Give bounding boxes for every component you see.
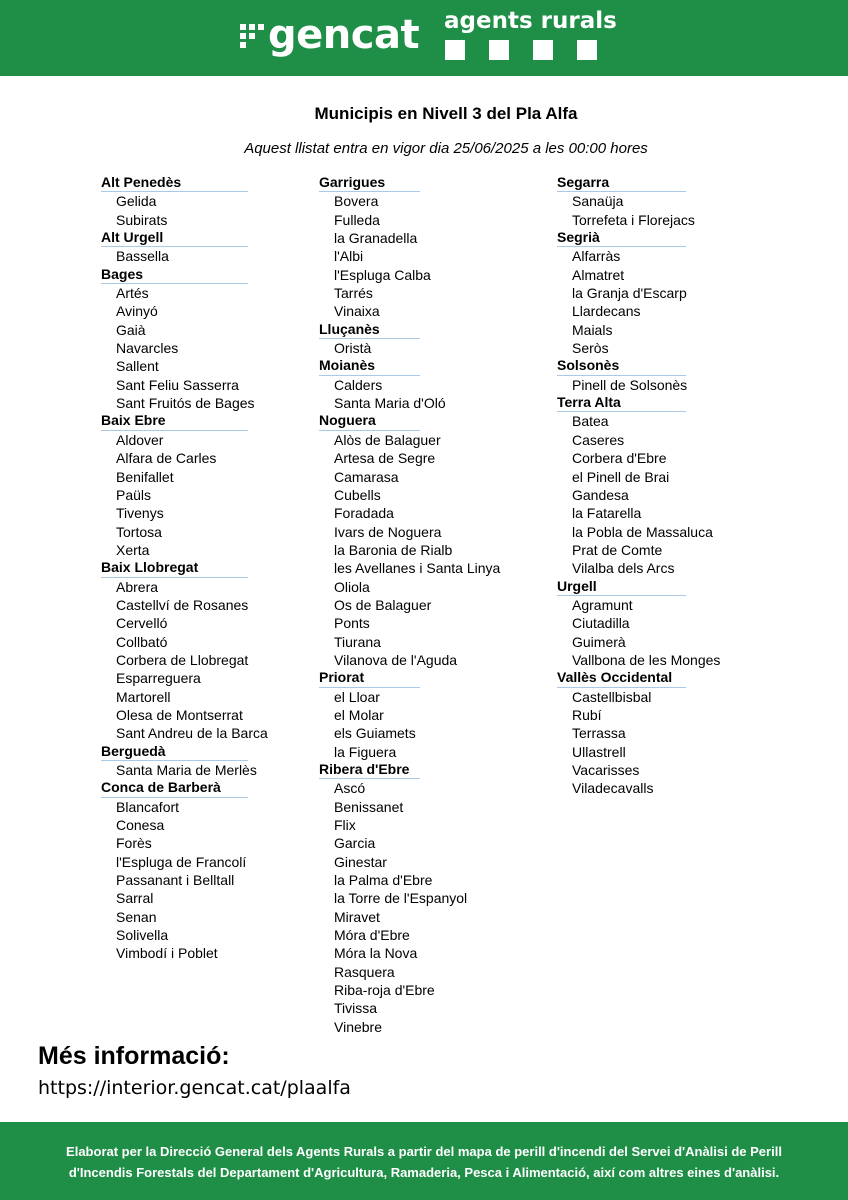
municipality-item: Bovera [334,193,379,210]
municipality-item: Móra la Nova [334,945,418,962]
region-heading: Alt Penedès [101,174,248,192]
municipality-item: Corbera de Llobregat [116,651,249,668]
municipality-item: Pinell de Solsonès [572,376,688,393]
municipality-item: les Avellanes i Santa Linya [334,560,501,577]
municipality-item: Camarasa [334,468,399,485]
municipality-item: Vacarisses [572,762,640,778]
municipality-item: Seròs [572,340,609,357]
municipality-item: Ascó [334,780,366,797]
municipality-item: Tarrés [334,285,373,302]
municipality-item: la Fatarella [572,505,642,522]
region-heading: Garrigues [319,174,420,192]
municipality-item: Oliola [334,578,370,595]
municipality-item: Abrera [116,578,159,595]
municipality-item: Esparreguera [116,670,201,687]
region-heading: Baix Ebre [101,412,248,430]
municipality-item: la Figuera [334,743,397,760]
municipality-item: Corbera d'Ebre [572,450,667,467]
municipality-item: la Granadella [334,230,418,247]
municipality-item: Rasquera [334,963,395,980]
municipality-item: Vilanova de l'Aguda [334,651,458,668]
document-title: Municipis en Nivell 3 del Pla Alfa [314,104,578,123]
column-1 [101,174,268,963]
region-heading: Segrià [557,229,686,247]
region-heading: Urgell [557,578,686,596]
column-2 [319,174,500,1036]
municipality-item: Garcia [334,835,376,852]
municipality-item: l'Espluga Calba [334,266,431,283]
municipality-item: Xerta [116,541,150,558]
municipality-item: Passanant i Belltall [116,872,235,889]
municipality-item: Miravet [334,908,380,925]
municipality-item: Santa Maria d'Oló [334,395,446,412]
municipality-item: Castellví de Rosanes [116,596,249,613]
municipality-item: Subirats [116,211,168,228]
municipality-item: Ciutadilla [572,615,630,632]
municipality-item: la Granja d'Escarp [572,285,687,302]
municipality-item: Agramunt [572,596,633,613]
municipality-item: Fulleda [334,211,380,228]
municipality-item: Olesa de Montserrat [116,706,243,723]
municipality-item: Avinyó [116,303,158,320]
municipality-item: Foradada [334,505,394,522]
municipality-item: Sant Andreu de la Barca [116,725,268,742]
municipality-item: Maials [572,321,613,338]
municipality-item: Benifallet [116,468,174,485]
region-heading: Terra Alta [557,394,686,412]
region-heading: Conca de Barberà [101,779,248,797]
region-heading: Bages [101,266,248,284]
municipality-item: Os de Balaguer [334,596,432,613]
municipality-item: Rubí [572,706,602,723]
agents-rurals-logo-text: agents rurals [444,8,617,34]
municipality-item: Gelida [116,193,157,210]
municipality-item: Alfarràs [572,248,621,265]
region-heading: Priorat [319,669,420,687]
municipality-item: Calders [334,376,383,393]
municipality-item: Terrassa [572,725,626,742]
municipality-item: Sallent [116,358,159,375]
region-heading: Noguera [319,412,420,430]
municipality-item: Santa Maria de Merlès [116,762,257,778]
municipality-item: Vinebre [334,1018,383,1035]
municipality-item: Batea [572,413,609,430]
municipality-item: l'Albi [334,248,364,265]
municipality-item: Sant Fruitós de Bages [116,395,255,412]
region-heading: Baix Llobregat [101,559,248,577]
region-heading: Ribera d'Ebre [319,761,420,779]
document-subtitle: Aquest llistat entra en vigor dia 25/06/2025 a les 00:00 hores [244,140,648,157]
municipality-item: Gandesa [572,486,629,503]
municipality-item: Ginestar [334,853,387,870]
municipality-item: Móra d'Ebre [334,927,410,944]
footer-text [0,1141,848,1183]
municipality-item: Blancafort [116,798,180,815]
column-3 [557,174,720,798]
municipality-item: Tortosa [116,523,162,540]
municipality-item: Vilalba dels Arcs [572,560,675,577]
municipality-item: Collbató [116,633,168,650]
municipality-item: Sanaüja [572,193,624,210]
municipality-item: Gaià [116,321,146,338]
municipality-item: Tivenys [116,505,164,522]
municipality-item: Cervelló [116,615,168,632]
region-heading: Segarra [557,174,686,192]
municipality-item: Prat de Comte [572,541,663,558]
agents-rurals-squares-icon [445,40,597,60]
municipality-item: el Pinell de Brai [572,468,670,485]
municipality-item: Alòs de Balaguer [334,431,441,448]
municipality-item: Riba-roja d'Ebre [334,982,435,999]
municipality-item: Almatret [572,266,625,283]
municipality-item: el Molar [334,706,384,723]
municipality-item: Ivars de Noguera [334,523,442,540]
municipality-item: Sant Feliu Sasserra [116,376,239,393]
municipality-item: el Lloar [334,688,380,705]
municipality-item: Tiurana [334,633,381,650]
region-heading: Moianès [319,357,420,375]
municipality-item: Martorell [116,688,171,705]
municipality-item: Llardecans [572,303,641,320]
footer-banner [0,1122,848,1200]
municipality-item: Ponts [334,615,370,632]
municipality-item: Paüls [116,486,152,503]
municipality-item: Navarcles [116,340,179,357]
municipality-item: Oristà [334,340,372,357]
municipality-item: Vimbodí i Poblet [116,945,218,962]
more-info-title: Més informació: [38,1042,230,1070]
municipality-item: la Torre de l'Espanyol [334,890,468,907]
municipality-item: Guimerà [572,633,626,650]
region-heading: Alt Urgell [101,229,248,247]
municipality-item: la Baronia de Rialb [334,541,453,558]
region-heading: Lluçanès [319,321,420,339]
municipality-item: Ullastrell [572,743,626,760]
municipality-item: Bassella [116,248,169,265]
municipality-item: Castellbisbal [572,688,652,705]
municipality-item: Viladecavalls [572,780,654,797]
more-info-link[interactable]: https://interior.gencat.cat/plaalfa [38,1077,351,1099]
region-heading: Solsonès [557,357,686,375]
municipality-item: Forès [116,835,152,852]
header-banner [0,0,848,76]
municipality-item: Artés [116,285,149,302]
municipality-item: Tivissa [334,1000,378,1017]
municipality-item: els Guiamets [334,725,416,742]
region-heading: Vallès Occidental [557,669,686,687]
municipality-item: Torrefeta i Florejacs [572,211,695,228]
municipality-item: Senan [116,908,157,925]
municipality-item: l'Espluga de Francolí [116,853,247,870]
municipality-item: la Pobla de Massaluca [572,523,713,540]
municipality-item: Vallbona de les Monges [572,651,721,668]
municipality-item: Alfara de Carles [116,450,217,467]
municipality-item: Flix [334,817,356,834]
footer-line-1: Elaborat per la Direcció General dels Agents Rurals a partir del mapa de perill d'incendi del Servei d'Anàlisi de Perill [66,1144,782,1159]
municipality-item: Artesa de Segre [334,450,436,467]
municipality-item: Caseres [572,431,625,448]
region-heading: Berguedà [101,743,248,761]
municipality-item: Benissanet [334,798,404,815]
municipality-item: Solivella [116,927,169,944]
municipality-item: Sarral [116,890,154,907]
municipality-item: Aldover [116,431,164,448]
municipality-item: Vinaixa [334,303,380,320]
gencat-logo-text: gencat [268,12,420,58]
municipality-item: Conesa [116,817,165,834]
footer-line-2: d'Incendis Forestals del Departament d'Agricultura, Ramaderia, Pesca i Alimentació, així com altres eines d'anàlisi. [68,1165,780,1180]
municipality-item: la Palma d'Ebre [334,872,433,889]
municipality-item: Cubells [334,486,381,503]
gencat-logo-icon [240,24,266,50]
